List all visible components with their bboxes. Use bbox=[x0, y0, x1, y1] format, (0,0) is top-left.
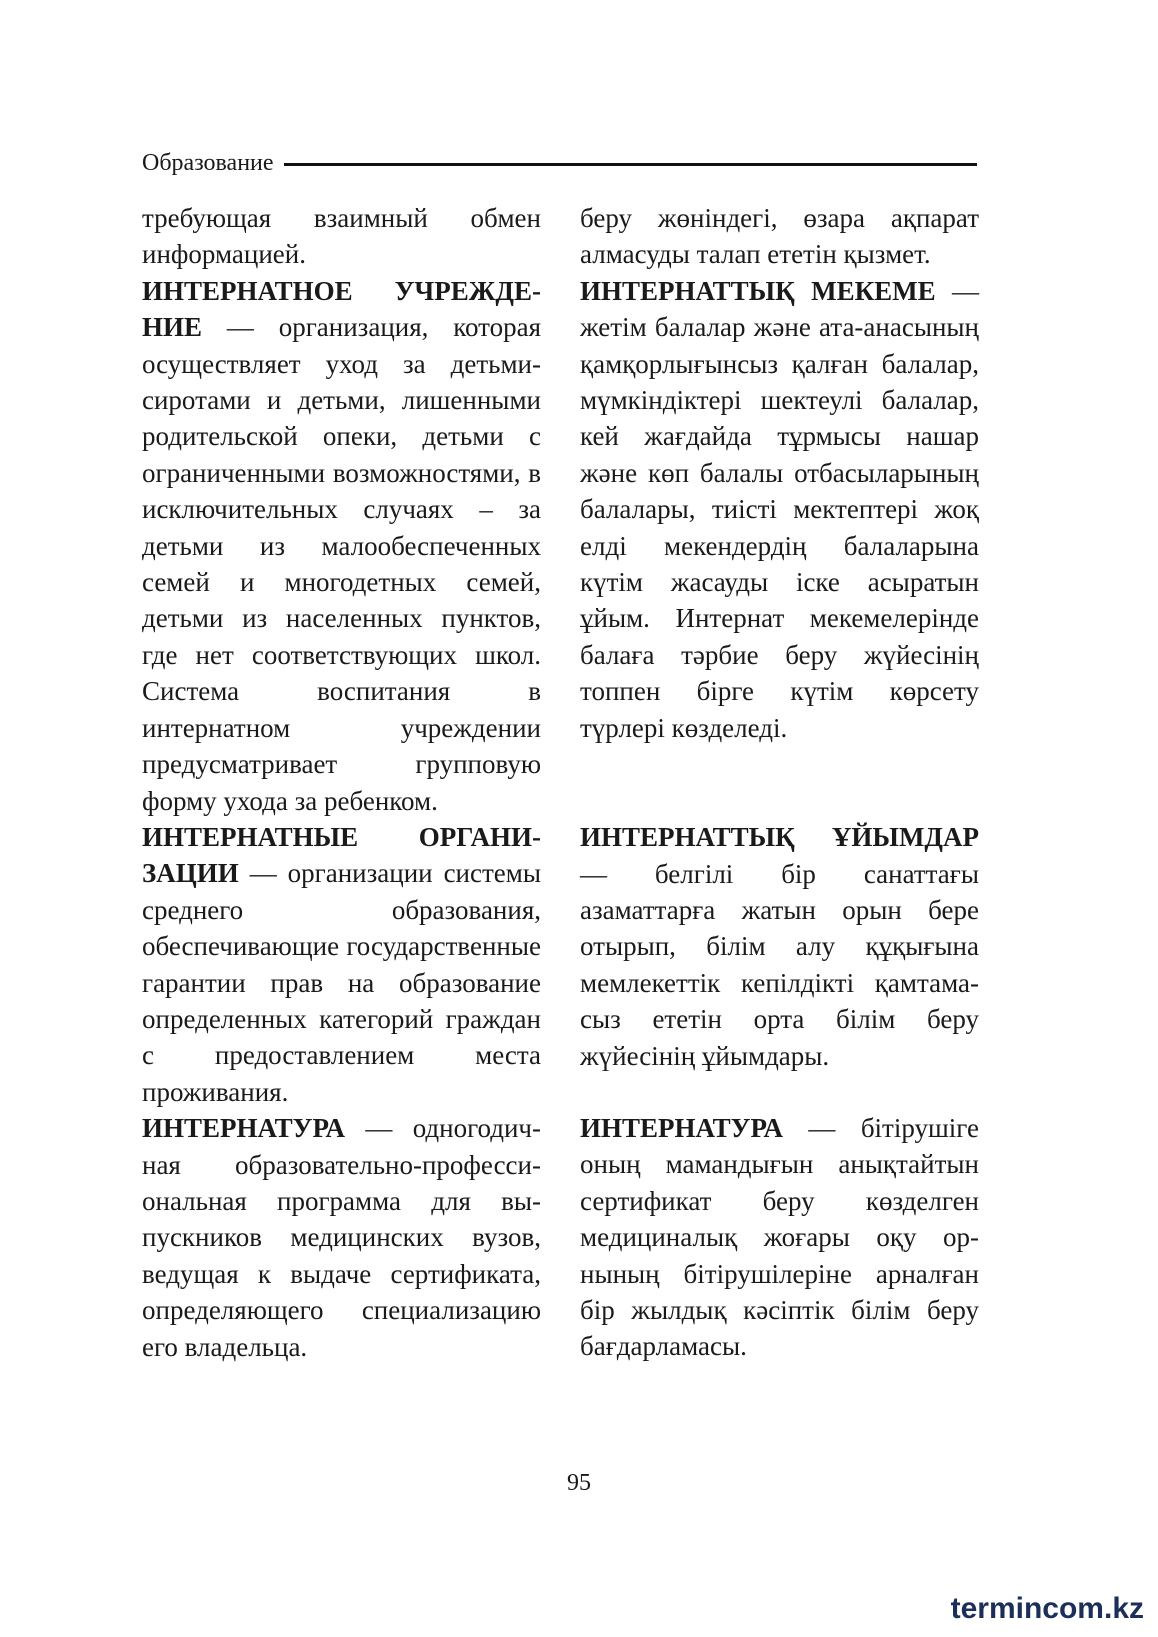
entry-internatnoe-uchrezhdenie bbox=[142, 273, 541, 819]
entry-term: ИНТЕРНАТНОЕ УЧРЕЖДЕНИЕ bbox=[142, 275, 541, 343]
left-intro-text: требующая взаимный обмен информацией. bbox=[142, 203, 541, 270]
entry-internattyq-uiymdar bbox=[580, 819, 979, 1074]
watermark-logo: termincom.kz bbox=[950, 1592, 1144, 1625]
entry-internatnye-organizacii bbox=[142, 819, 541, 1110]
entry-definition: — жетім балалар және ата-анасының қамқорлығынсыз қалған балалар, мүмкіндіктері шектеулі балалар, кей жағдайда тұрмысы нашар және көп балалы отбасыларының балалары, тиісті мектептері жоқ елді мекендердің балаларына күтім жасауды іске асыратын ұйым. Интернат мекемелерінде балаға тәрбие беру жүйесінің топпен бірге күтім көрсету түрлері көзделеді. bbox=[580, 275, 979, 743]
entry-definition: — бітірушіге оның мамандығын анықтайтын сертификат беру көзделген медициналық жоғары оқу орнының бітірушілеріне арналған бір жылдық кәсіптік білім беру бағдарламасы. bbox=[580, 1112, 979, 1362]
entry-term: ИНТЕРНАТУРА bbox=[142, 1113, 346, 1144]
entry-definition: — одногодичная образовательно-профессиональная программа для выпускников медицинских вузов, ведущая к выдаче сертификата, определяющего специализацию его владельца. bbox=[142, 1113, 541, 1362]
header-rule bbox=[284, 163, 977, 166]
entry-term: ИНТЕРНАТТЫҚ ҰЙЫМДАР bbox=[580, 822, 979, 853]
entry-definition: — организации системы среднего образования, обеспечивающие государственные гарантии прав на образование определенных категорий граждан с предоставлением места проживания. bbox=[142, 858, 541, 1107]
entry-internatura-kz bbox=[580, 1110, 979, 1365]
entry-internatura-ru bbox=[142, 1110, 541, 1365]
entry-definition: — белгілі бір санаттағы азаматтарға жатын орын бере отырып, білім алу құқығына мемлекеттік кепілдікті қамтамасыз ететін орта білім беру жүйесінің ұйымдары. bbox=[580, 858, 979, 1071]
header-title: Образование bbox=[142, 150, 274, 176]
entry-term: ИНТЕРНАТУРА bbox=[580, 1112, 784, 1143]
entry-term: ИНТЕРНАТНЫЕ ОРГАНИЗАЦИИ bbox=[142, 821, 541, 889]
page-number: 95 bbox=[567, 1470, 591, 1496]
column-spacer bbox=[580, 746, 979, 819]
left-column bbox=[142, 200, 541, 1365]
entry-term: ИНТЕРНАТТЫҚ МЕКЕМЕ bbox=[580, 275, 936, 306]
column-spacer bbox=[580, 1074, 979, 1110]
right-intro-text: беру жөніндегі, өзара ақпарат алмасуды талап ететін қызмет. bbox=[580, 203, 979, 270]
right-column bbox=[580, 200, 979, 1365]
entry-internattyq-mekeme bbox=[580, 273, 979, 746]
entry-definition: — организация, которая осуществляет уход за детьми-сиротами и детьми, лишенными родительской опеки, детьми с ограниченными возможностями, в исключительных случаях – за детьми из малообеспеченных семей и многодетных семей, детьми из населенных пунктов, где нет соответствующих школ. Система воспитания в интернатном учреждении предусматривает групповую форму ухода за ребенком. bbox=[142, 312, 541, 816]
running-header bbox=[142, 148, 977, 178]
